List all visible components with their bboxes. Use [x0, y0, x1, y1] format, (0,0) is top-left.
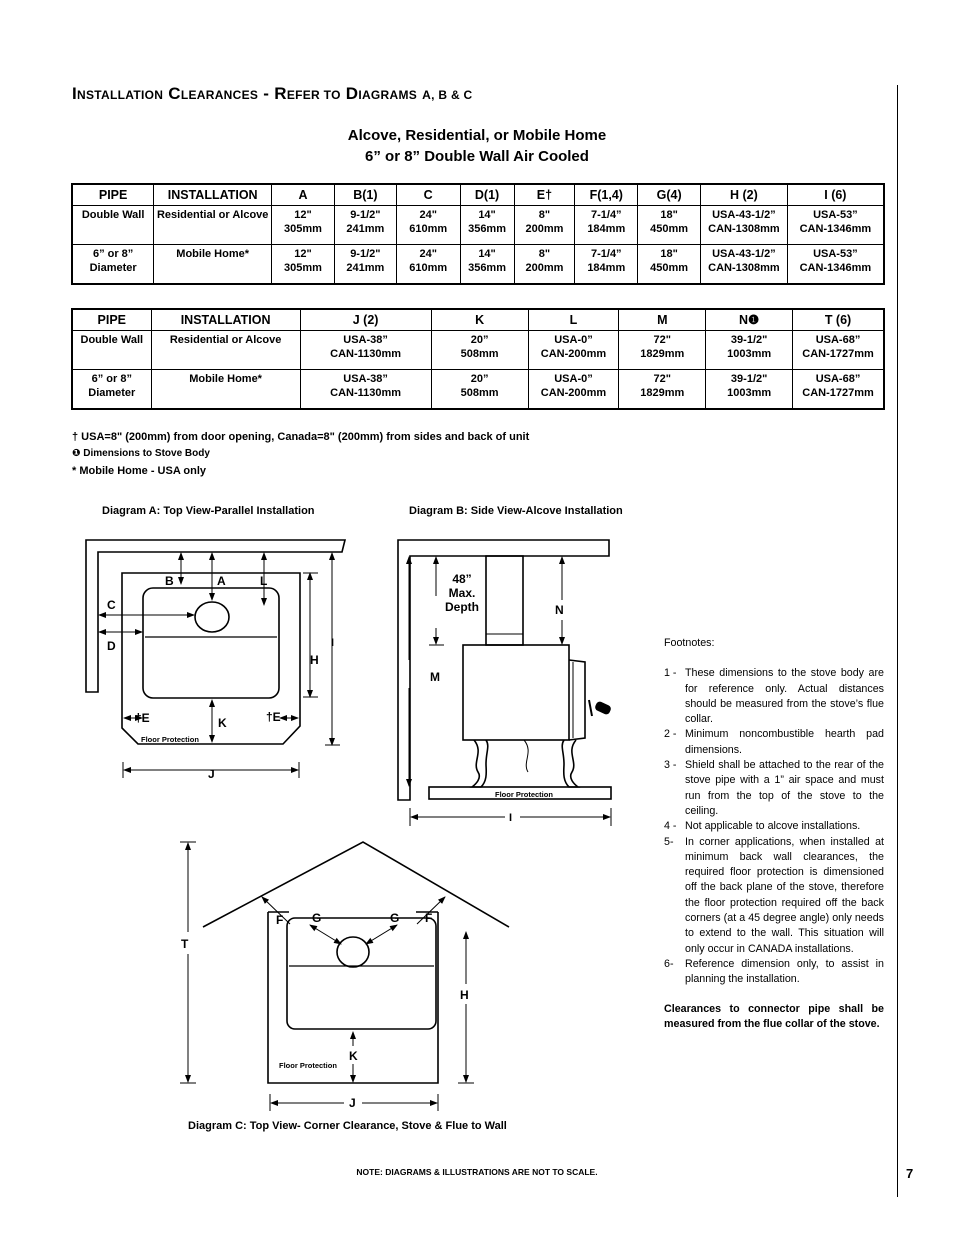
t2-cell-line: CAN-1727mm	[802, 348, 874, 360]
t2-cell-line: 1003mm	[727, 348, 772, 360]
t1-header-cell: PIPE	[72, 184, 154, 206]
footnote-item	[664, 727, 884, 758]
diagram-c-corner-walls	[203, 842, 509, 927]
t2-header-cell: INSTALLATION	[151, 309, 300, 331]
t1-cell-line: CAN-1346mm	[799, 223, 872, 235]
t1-cell-line: USA-53”	[813, 209, 858, 221]
t1-cell-line: CAN-1308mm	[708, 223, 780, 235]
diagram-a-label-e-right: †E	[266, 710, 281, 724]
footnote-number: 2 -	[664, 728, 677, 741]
footnotes-block	[664, 636, 884, 1032]
footnote-item	[664, 758, 884, 819]
t1-cell-line: 18"	[660, 248, 678, 260]
t2-cell-line: 72"	[653, 334, 671, 346]
t1-cell-line: 241mm	[346, 262, 385, 274]
t1-cell-line: 8"	[538, 248, 551, 260]
diagram-b-depth-line2: Max.	[448, 586, 476, 600]
footnote-number: 5-	[664, 835, 674, 848]
t2-cell-line: CAN-1130mm	[330, 387, 402, 399]
t1-header-cell: I (6)	[787, 184, 884, 206]
t1-cell-line: 610mm	[409, 262, 448, 274]
t1-cell-line: 12"	[294, 209, 312, 221]
footnotes-title: Footnotes:	[664, 637, 715, 649]
diagram-b-stove-body	[463, 645, 569, 740]
t1-cell-line: CAN-1308mm	[708, 262, 780, 274]
t2-cell-line: USA-68”	[815, 373, 861, 385]
diagram-a-label-k: K	[218, 716, 227, 730]
t1-cell-line: 610mm	[409, 223, 448, 235]
t2-header-cell: J (2)	[300, 309, 431, 331]
footnote-text: These dimensions to the stove body are for reference only. Actual distances should be measured from the stove’s flue collar.	[685, 667, 884, 726]
t2-cell-line: 1829mm	[640, 348, 685, 360]
t1-cell-line: 8"	[538, 209, 551, 221]
t2-cell-line: 20”	[470, 334, 489, 346]
t1-cell-line: Residential or Alcove	[156, 209, 269, 221]
t1-cell-line: 305mm	[284, 223, 322, 235]
footnote-item	[664, 666, 884, 727]
t2-cell-line: USA-0”	[554, 373, 593, 385]
diagram-a-label-d: D	[107, 639, 116, 653]
footnote-number: 4 -	[664, 820, 677, 833]
t2-cell-line: Residential or Alcove	[169, 334, 282, 346]
t2-cell-line: USA-38”	[343, 334, 388, 346]
t1-cell-line: 200mm	[525, 262, 564, 274]
diagram-b-caption: Diagram B: Side View-Alcove Installation	[409, 505, 623, 517]
diagram-c-flue-collar	[337, 937, 369, 967]
t1-cell-line: 7-1/4”	[590, 248, 622, 260]
t2-cell-line: 1829mm	[640, 387, 685, 399]
diagram-c-label-h: H	[460, 988, 469, 1002]
diagram-a-label-e-left: †E	[135, 711, 150, 725]
diagram-a-label-i: I	[331, 637, 335, 649]
t2-header-cell: PIPE	[72, 309, 151, 331]
connector-pipe-note: Clearances to connector pipe shall be measured from the flue collar of the stove.	[664, 1002, 884, 1030]
diagram-c-label-g-left: G	[312, 911, 322, 925]
t1-cell-line: 356mm	[468, 223, 506, 235]
t1-cell-line: 200mm	[525, 223, 564, 235]
diagram-c-floor-label: Floor Protection	[279, 1061, 337, 1070]
t1-cell-line: USA-43-1/2”	[712, 248, 776, 260]
t2-cell-line: Mobile Home*	[189, 373, 262, 385]
t2-cell-line: 72"	[653, 373, 671, 385]
t2-header-cell: L	[528, 309, 619, 331]
diagram-c-label-t: T	[181, 937, 189, 951]
diagram-b-stove-door	[569, 660, 585, 740]
diagram-a-wall	[86, 540, 345, 692]
t2-cell-line: CAN-200mm	[540, 348, 607, 360]
t1-header-cell: D(1)	[460, 184, 514, 206]
footnote-text: Minimum noncombustible hearth pad dimensions.	[685, 728, 884, 756]
t2-cell-line: CAN-200mm	[540, 387, 607, 399]
t2-cell-line: Double Wall	[80, 334, 144, 346]
diagram-c-label-f-right: F	[425, 911, 433, 925]
t2-cell-line: 508mm	[460, 348, 499, 360]
diagram-c-label-j: J	[349, 1096, 356, 1110]
footnote-text: Not applicable to alcove installations.	[685, 820, 861, 833]
footnote-text: Reference dimension only, to assist in planning the installation.	[685, 957, 884, 986]
t1-cell-line: 305mm	[284, 262, 322, 274]
section-heading: INSTALLATION CLEARANCES - REFER TO DIAGRAMS A, B & C	[72, 84, 473, 103]
t1-cell-line: 14"	[478, 209, 496, 221]
t1-cell-line: Mobile Home*	[176, 248, 250, 260]
t1-cell-line: 184mm	[587, 262, 626, 274]
t2-header-cell: K	[431, 309, 528, 331]
t2-header-cell: N❶	[706, 309, 793, 331]
footnote-number: 1 -	[664, 667, 677, 680]
diagram-a-stove-body	[143, 588, 279, 698]
diagram-b-depth-line3: Depth	[445, 600, 479, 614]
table-subtitle-1: Alcove, Residential, or Mobile Home	[347, 127, 607, 144]
t2-cell-line: CAN-1727mm	[802, 387, 874, 399]
t2-cell-line: Diameter	[88, 387, 136, 399]
note-mobile-home: * Mobile Home - USA only	[72, 465, 207, 477]
note-circle-one: ❶ Dimensions to Stove Body	[72, 448, 210, 459]
footnote-number: 6-	[664, 957, 674, 970]
t1-header-cell: INSTALLATION	[154, 184, 272, 206]
t2-cell-line: USA-68”	[815, 334, 861, 346]
t1-cell-line: 184mm	[587, 223, 626, 235]
t1-header-cell: A	[272, 184, 335, 206]
t1-cell-line: 6” or 8”	[92, 248, 134, 260]
diagram-a-label-l: L	[260, 574, 268, 588]
diagram-b-label-m: M	[430, 670, 440, 684]
t1-cell-line: 24"	[419, 248, 437, 260]
footnote-item	[664, 957, 884, 988]
t1-cell-line: 14"	[478, 248, 496, 260]
t2-header-cell: T (6)	[793, 309, 884, 331]
t1-header-cell: H (2)	[701, 184, 788, 206]
t2-cell-line: 39-1/2"	[730, 373, 768, 385]
diagram-a	[86, 540, 345, 778]
t2-cell-line: USA-0”	[554, 334, 593, 346]
scale-note: NOTE: DIAGRAMS & ILLUSTRATIONS ARE NOT TO SCALE.	[356, 1167, 598, 1177]
footnote-number: 3 -	[664, 759, 677, 772]
t1-cell-line: 24"	[419, 209, 437, 221]
diagram-a-label-j: J	[208, 767, 215, 781]
footnote-text: Shield shall be attached to the rear of the stove pipe with a 1” air space and must run from the top of the stove to the ceiling.	[685, 759, 884, 817]
t1-cell-line: 7-1/4”	[590, 209, 622, 221]
t1-header-cell: C	[396, 184, 460, 206]
t1-cell-line: 356mm	[468, 262, 506, 274]
t1-cell-line: Double Wall	[81, 209, 145, 221]
page-number: 7	[906, 1166, 914, 1181]
diagram-c-stove-body	[287, 918, 436, 1029]
diagram-b-label-n: N	[555, 603, 564, 617]
t1-cell-line: USA-53”	[813, 248, 858, 260]
diagram-b-label-i: I	[509, 812, 513, 824]
note-dagger: † USA=8" (200mm) from door opening, Canada=8" (200mm) from sides and back of unit	[72, 431, 530, 443]
diagram-b-floor-label: Floor Protection	[495, 790, 553, 799]
diagram-a-flue-collar	[195, 602, 229, 632]
t2-cell-line: USA-38”	[343, 373, 388, 385]
footnote-text: In corner applications, when installed at minimum back wall clearances, the required floor protection is dimensioned off the back plane of the stove, therefore the floor protection required off the back corners (at a 45 degree angle) only needs to extend to the wall. This situation will only occur in CANADA installations.	[685, 835, 884, 955]
t1-cell-line: CAN-1346mm	[799, 262, 872, 274]
diagram-a-caption: Diagram A: Top View-Parallel Installation	[102, 505, 315, 517]
t1-cell-line: 18"	[660, 209, 678, 221]
t1-header-cell: F(1,4)	[575, 184, 638, 206]
t2-cell-line: 20”	[470, 373, 489, 385]
diagram-c-label-k: K	[349, 1049, 358, 1063]
t1-cell-line: 12"	[294, 248, 312, 260]
diagram-c	[180, 842, 509, 1111]
t1-cell-line: 450mm	[650, 223, 689, 235]
diagram-b-depth-line1: 48”	[452, 572, 472, 586]
t2-cell-line: 508mm	[460, 387, 499, 399]
diagram-c-caption: Diagram C: Top View- Corner Clearance, Stove & Flue to Wall	[188, 1120, 507, 1132]
t1-cell-line: Diameter	[89, 262, 137, 274]
diagram-b-leg-front	[472, 740, 488, 787]
table-subtitle-2: 6” or 8” Double Wall Air Cooled	[365, 148, 589, 165]
footnote-item	[664, 819, 884, 834]
t2-header-cell: M	[619, 309, 706, 331]
t1-header-cell: G(4)	[638, 184, 701, 206]
diagram-a-label-c: C	[107, 598, 116, 612]
diagram-c-label-f-left: F	[276, 913, 284, 927]
t1-cell-line: 9-1/2"	[350, 209, 381, 221]
t2-cell-line: 1003mm	[727, 387, 772, 399]
t1-cell-line: 9-1/2"	[350, 248, 381, 260]
t1-cell-line: 241mm	[346, 223, 385, 235]
t2-cell-line: 39-1/2"	[730, 334, 768, 346]
diagram-c-label-g-right: G	[390, 911, 400, 925]
diagram-a-label-h: H	[310, 653, 319, 667]
t1-header-cell: E†	[514, 184, 575, 206]
diagram-b-flue-pipe	[486, 556, 523, 645]
t2-cell-line: CAN-1130mm	[330, 348, 402, 360]
t1-cell-line: 450mm	[650, 262, 689, 274]
t2-cell-line: 6” or 8”	[91, 373, 132, 385]
footnote-item	[664, 835, 884, 957]
diagram-a-label-a: A	[217, 574, 226, 588]
diagram-a-floor-label: Floor Protection	[141, 735, 199, 744]
t1-cell-line: USA-43-1/2”	[712, 209, 776, 221]
diagram-a-label-b: B	[165, 574, 174, 588]
t1-header-cell: B(1)	[334, 184, 396, 206]
